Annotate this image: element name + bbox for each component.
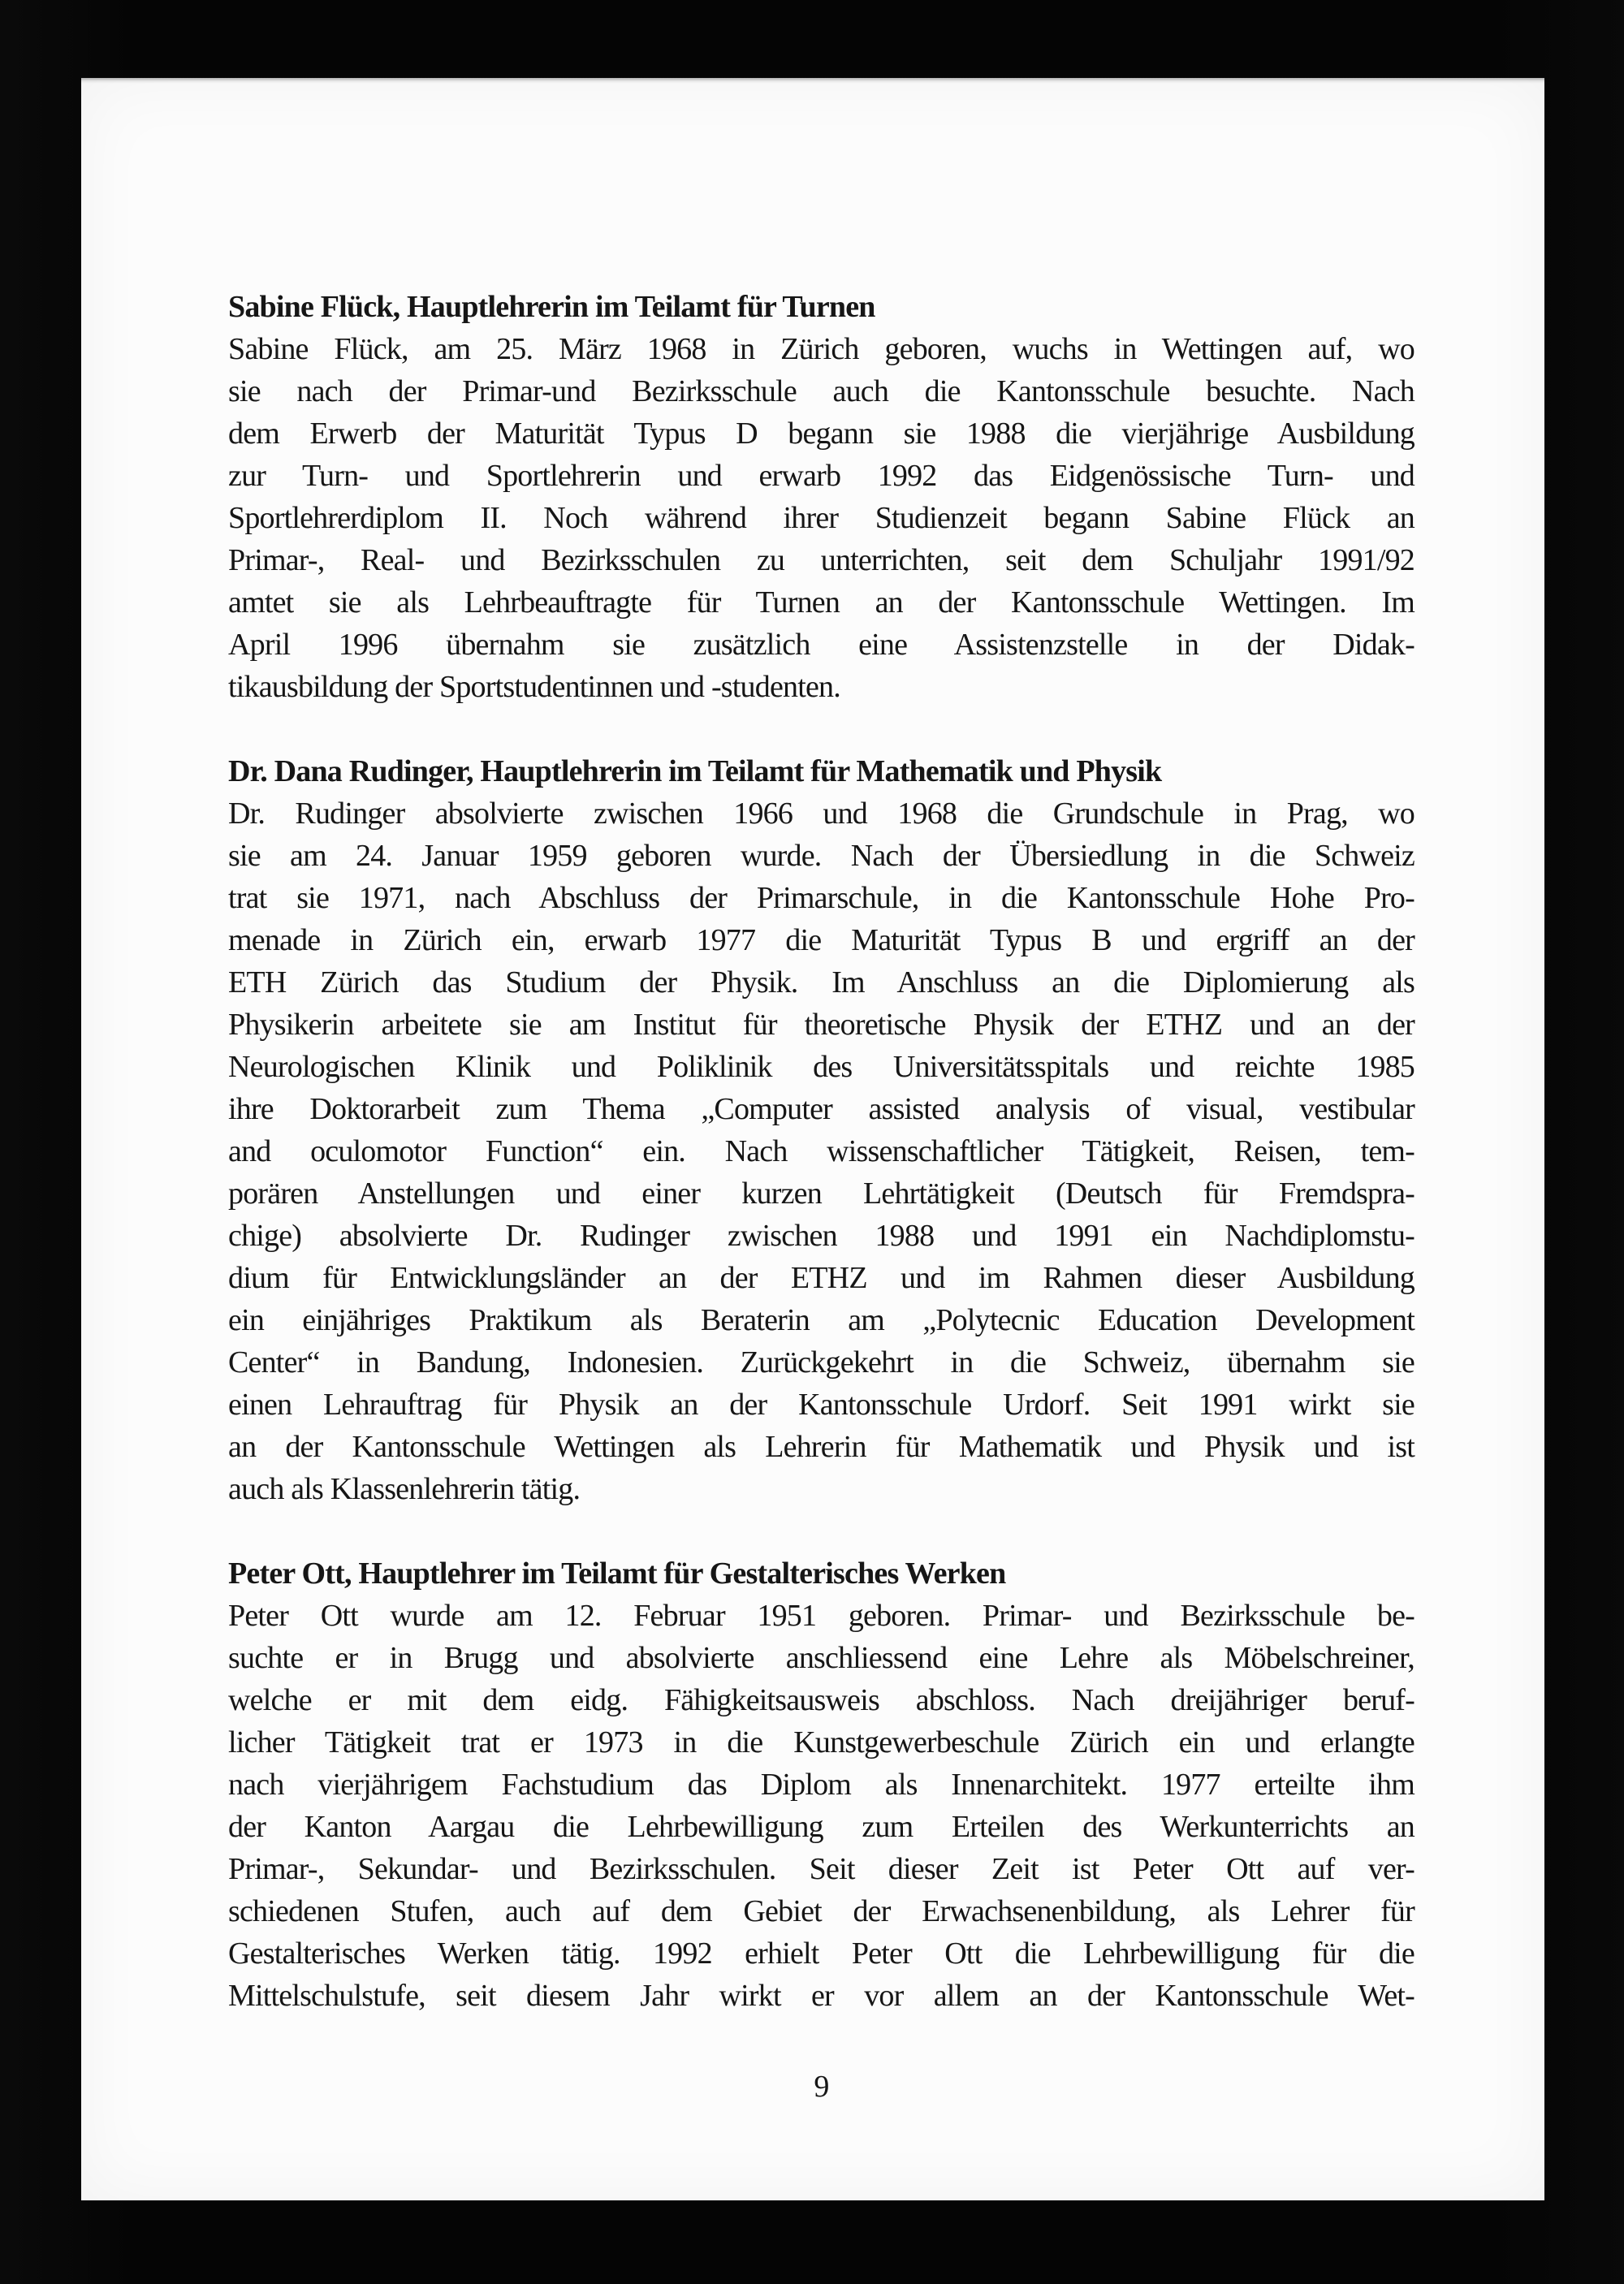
text-line: Peter Ott wurde am 12. Februar 1951 geboren. Primar- und Bezirksschule be- (228, 1599, 1415, 1633)
text-line: and oculomotor Function“ ein. Nach wissenschaftlicher Tätigkeit, Reisen, tem- (228, 1134, 1415, 1168)
document-sections (228, 286, 1415, 2017)
text-line: ihre Doktorarbeit zum Thema „Computer assisted analysis of visual, vestibular (228, 1092, 1415, 1126)
text-line: der Kanton Aargau die Lehrbewilligung zum Erteilen des Werkunterrichts an (228, 1810, 1415, 1844)
text-line: sie nach der Primar-und Bezirksschule auch die Kantonsschule besuchte. Nach (228, 374, 1415, 408)
text-line: Sportlehrerdiplom II. Noch während ihrer Studienzeit begann Sabine Flück an (228, 501, 1415, 535)
text-line: auch als Klassenlehrerin tätig. (228, 1472, 581, 1506)
text-line: amtet sie als Lehrbeauftragte für Turnen an der Kantonsschule Wettingen. Im (228, 585, 1415, 620)
text-line: zur Turn- und Sportlehrerin und erwarb 1992 das Eidgenössische Turn- und (228, 459, 1415, 493)
section-heading: Sabine Flück, Hauptlehrerin im Teilamt für Turnen (228, 290, 875, 324)
text-line: Center“ in Bandung, Indonesien. Zurückgekehrt in die Schweiz, übernahm sie (228, 1345, 1415, 1379)
text-line: Neurologischen Klinik und Poliklinik des Universitätsspitals und reichte 1985 (228, 1050, 1415, 1084)
text-line: Physikerin arbeitete sie am Institut für theoretische Physik der ETHZ und an der (228, 1008, 1415, 1042)
page-number: 9 (814, 2070, 829, 2104)
text-line: menade in Zürich ein, erwarb 1977 die Maturität Typus B und ergriff an der (228, 923, 1415, 957)
text-line: trat sie 1971, nach Abschluss der Primarschule, in die Kantonsschule Hohe Pro- (228, 881, 1415, 915)
text-line: Primar-, Sekundar- und Bezirksschulen. Seit dieser Zeit ist Peter Ott auf ver- (228, 1852, 1415, 1886)
text-line: Primar-, Real- und Bezirksschulen zu unterrichten, seit dem Schuljahr 1991/92 (228, 543, 1415, 577)
text-line: porären Anstellungen und einer kurzen Lehrtätigkeit (Deutsch für Fremdspra- (228, 1177, 1415, 1211)
text-line: Sabine Flück, am 25. März 1968 in Zürich geboren, wuchs in Wettingen auf, wo (228, 332, 1415, 366)
biography-section (228, 286, 1415, 708)
text-line: nach vierjährigem Fachstudium das Diplom als Innenarchitekt. 1977 erteilte ihm (228, 1768, 1415, 1802)
text-line: sie am 24. Januar 1959 geboren wurde. Nach der Übersiedlung in die Schweiz (228, 839, 1415, 873)
text-line: dem Erwerb der Maturität Typus D begann sie 1988 die vierjährige Ausbildung (228, 417, 1415, 451)
text-line: licher Tätigkeit trat er 1973 in die Kunstgewerbeschule Zürich ein und erlangte (228, 1725, 1415, 1759)
text-line: Dr. Rudinger absolvierte zwischen 1966 und 1968 die Grundschule in Prag, wo (228, 797, 1415, 831)
section-heading: Peter Ott, Hauptlehrer im Teilamt für Gestalterisches Werken (228, 1556, 1006, 1591)
text-line: April 1996 übernahm sie zusätzlich eine Assistenzstelle in der Didak- (228, 628, 1415, 662)
biography-section (228, 750, 1415, 1510)
text-line: ETH Zürich das Studium der Physik. Im Anschluss an die Diplomierung als (228, 965, 1415, 1000)
text-line: ein einjähriges Praktikum als Beraterin am „Polytecnic Education Development (228, 1303, 1415, 1337)
text-line: suchte er in Brugg und absolvierte anschliessend eine Lehre als Möbelschreiner, (228, 1641, 1415, 1675)
scanned-page (81, 78, 1544, 2200)
text-line: einen Lehrauftrag für Physik an der Kantonsschule Urdorf. Seit 1991 wirkt sie (228, 1388, 1415, 1422)
text-line: an der Kantonsschule Wettingen als Lehrerin für Mathematik und Physik und ist (228, 1430, 1415, 1464)
text-line: chige) absolvierte Dr. Rudinger zwischen 1988 und 1991 ein Nachdiplomstu- (228, 1219, 1415, 1253)
text-line: Mittelschulstufe, seit diesem Jahr wirkt er vor allem an der Kantonsschule Wet- (228, 1979, 1415, 2013)
text-line: tikausbildung der Sportstudentinnen und -studenten. (228, 670, 840, 704)
text-line: Gestalterisches Werken tätig. 1992 erhielt Peter Ott die Lehrbewilligung für die (228, 1936, 1415, 1971)
biography-section (228, 1552, 1415, 2017)
text-line: dium für Entwicklungsländer an der ETHZ und im Rahmen dieser Ausbildung (228, 1261, 1415, 1295)
page-content (228, 286, 1415, 2108)
text-line: schiedenen Stufen, auch auf dem Gebiet der Erwachsenenbildung, als Lehrer für (228, 1894, 1415, 1928)
text-line: welche er mit dem eidg. Fähigkeitsausweis abschloss. Nach dreijähriger beruf- (228, 1683, 1415, 1717)
section-heading: Dr. Dana Rudinger, Hauptlehrerin im Teilamt für Mathematik und Physik (228, 754, 1162, 788)
